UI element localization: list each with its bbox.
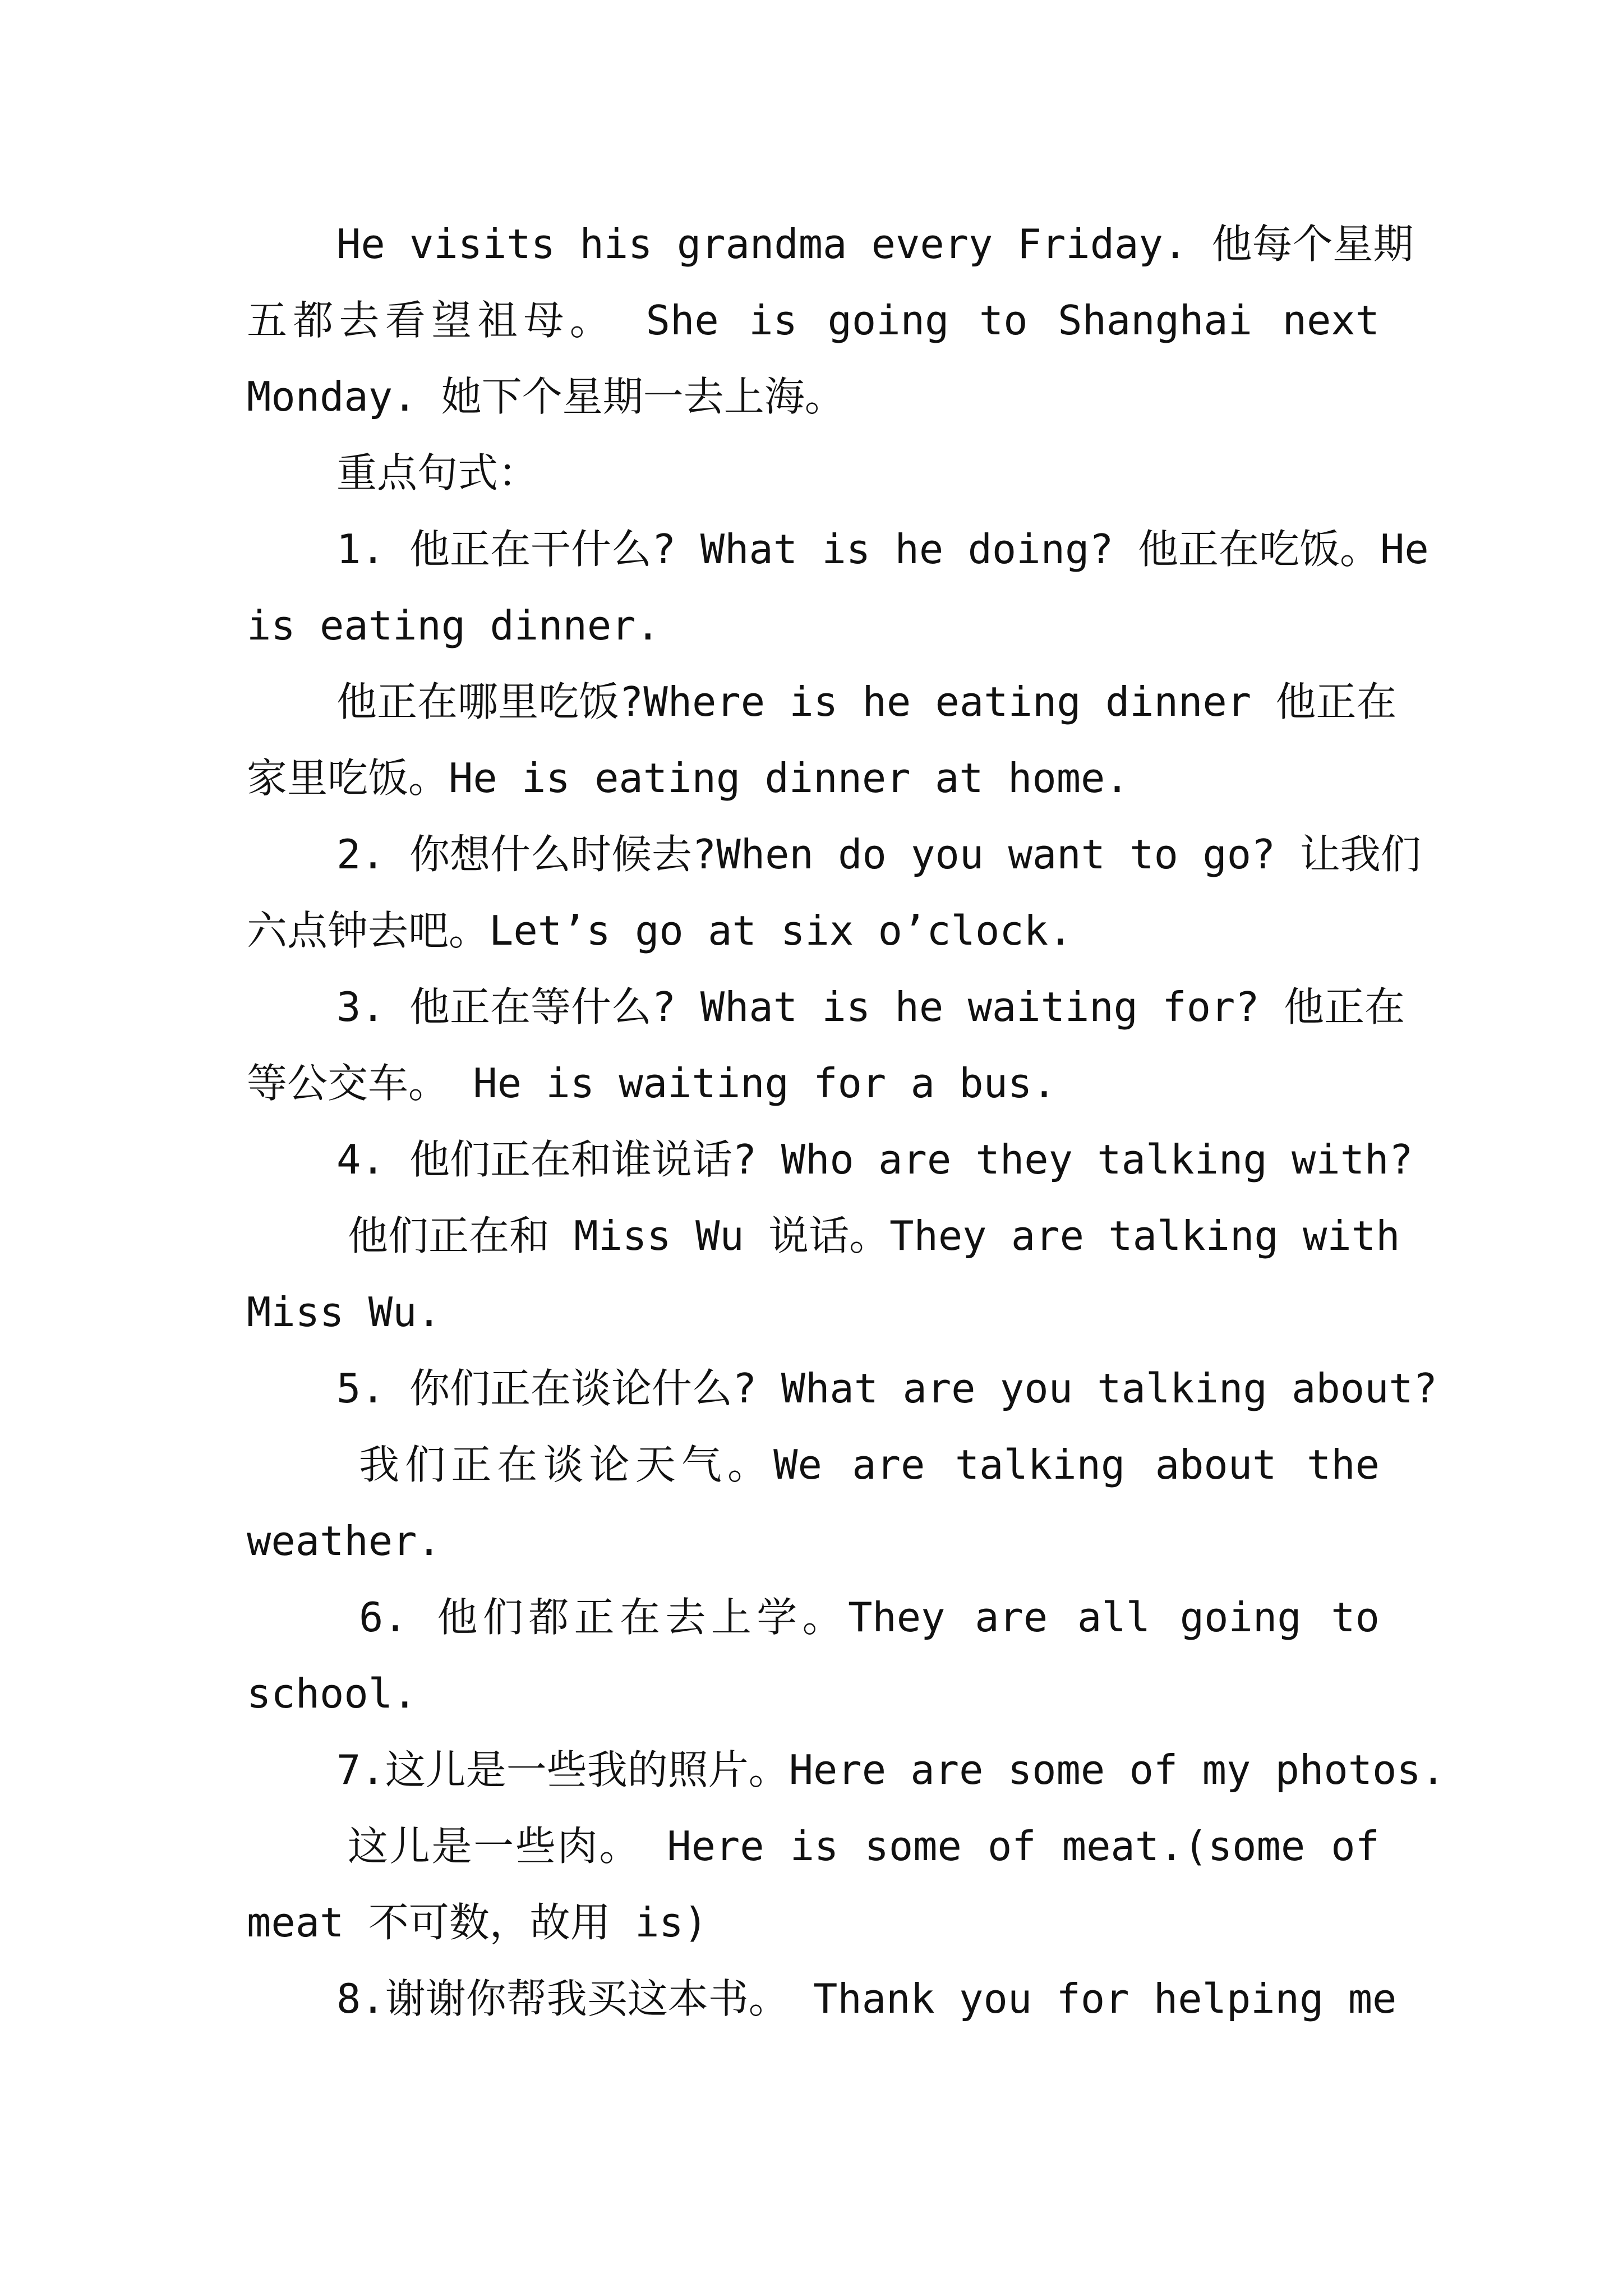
text-line-19: 6. 他们都正在去上学。They are all going to [359,1594,1380,1641]
text-line-24: 8.谢谢你帮我买这本书。 Thank you for helping me [336,1975,1397,2022]
text-line-23: meat 不可数，故用 is) [247,1899,708,1946]
text-line-21: 7.这儿是一些我的照片。Here are some of my photos. [336,1746,1446,1793]
text-line-6: is eating dinner. [247,602,660,649]
text-line-8: 家里吃饭。He is eating dinner at home. [247,754,1129,802]
text-line-11: 3. 他正在等什么? What is he waiting for? 他正在 [336,983,1405,1030]
section-heading: 重点句式： [336,449,539,496]
text-line-10: 六点钟去吧。Let’s go at six o’clock. [247,907,1073,954]
text-line-22: 这儿是一些肉。 Here is some of meat.(some of [348,1823,1380,1870]
text-line-5: 1. 他正在干什么? What is he doing? 他正在吃饭。He [336,526,1429,573]
text-line-3: Monday. 她下个星期一去上海。 [247,373,845,420]
text-line-15: Miss Wu. [247,1289,441,1336]
text-line-7: 他正在哪里吃饭?Where is he eating dinner 他正在 [336,678,1397,725]
text-line-2: 五都去看望祖母。 She is going to Shanghai next [247,297,1380,344]
text-line-13: 4. 他们正在和谁说话? Who are they talking with? [336,1136,1413,1183]
text-line-18: weather. [247,1517,441,1565]
text-line-17: 我们正在谈论天气。We are talking about the [359,1441,1380,1488]
text-line-20: school. [247,1670,417,1717]
text-line-12: 等公交车。 He is waiting for a bus. [247,1060,1057,1107]
text-line-16: 5. 你们正在谈论什么? What are you talking about? [336,1365,1438,1412]
text-line-14: 他们正在和 Miss Wu 说话。They are talking with [348,1212,1400,1259]
text-line-9: 2. 你想什么时候去?When do you want to go? 让我们 [336,831,1421,878]
text-line-1: He visits his grandma every Friday. 他每个星期 [336,220,1414,268]
